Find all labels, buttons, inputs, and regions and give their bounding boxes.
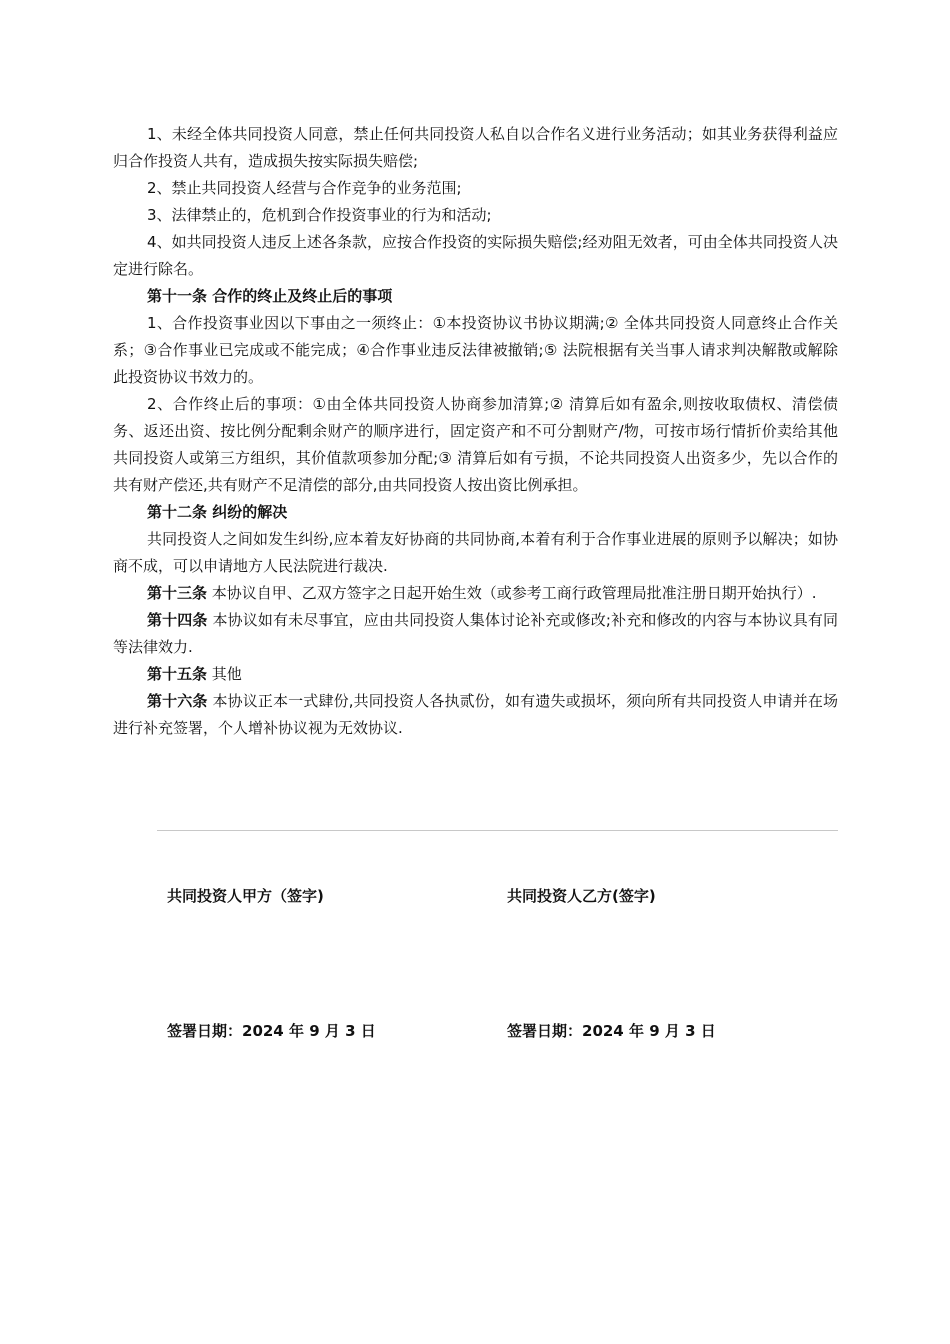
clause-10-item-2: 2、禁止共同投资人经营与合作竞争的业务范围; — [147, 179, 462, 197]
article-16-label: 第十六条 — [147, 692, 208, 710]
article-14-text: 本协议如有未尽事宜，应由共同投资人集体讨论补充或修改;补充和修改的内容与本协议具有同等法律效力. — [113, 611, 838, 656]
clause-10-item-4: 4、如共同投资人违反上述各条款，应按合作投资的实际损失赔偿;经劝阻无效者，可由全体共同投资人决定进行除名。 — [113, 233, 838, 278]
article-12-heading: 第十二条 纠纷的解决 — [147, 503, 288, 521]
article-13-label: 第十三条 — [147, 584, 208, 602]
party-b-sign-date: 签署日期：2024 年 9 月 3 日 — [507, 1022, 716, 1040]
party-b-signature-label: 共同投资人乙方(签字) — [507, 887, 656, 905]
party-a-signature-label: 共同投资人甲方（签字) — [167, 887, 324, 905]
article-11-heading: 第十一条 合作的终止及终止后的事项 — [147, 287, 393, 305]
party-a-sign-date: 签署日期：2024 年 9 月 3 日 — [167, 1022, 376, 1040]
article-12-text: 共同投资人之间如发生纠纷,应本着友好协商的共同协商,本着有利于合作事业进展的原则予以解决；如协商不成，可以申请地方人民法院进行裁决. — [113, 530, 838, 575]
article-11-item-2: 2、合作终止后的事项：①由全体共同投资人协商参加清算;② 清算后如有盈余,则按收取债权、清偿债务、返还出资、按比例分配剩余财产的顺序进行，固定资产和不可分割财产/物，可按市场行情折价卖给其他共同投资人或第三方组织，其价值款项参加分配;③ 清算后如有亏损，不论共同投资人出资多少，先以合作的共有财产偿还,共有财产不足清偿的部分,由共同投资人按出资比例承担。 — [113, 395, 838, 494]
article-13-text: 本协议自甲、乙双方签字之日起开始生效（或参考工商行政管理局批准注册日期开始执行）. — [207, 584, 817, 602]
article-14 — [113, 607, 838, 661]
clause-10-item-3: 3、法律禁止的，危机到合作投资事业的行为和活动; — [147, 206, 492, 224]
article-13 — [113, 580, 838, 607]
article-15-text: 其他 — [207, 665, 242, 683]
article-15-label: 第十五条 — [147, 665, 208, 683]
agreement-body — [113, 121, 838, 742]
article-11-item-1: 1、合作投资事业因以下事由之一须终止：①本投资协议书协议期满;② 全体共同投资人同意终止合作关系；③合作事业已完成或不能完成；④合作事业违反法律被撤销;⑤ 法院根据有关当事人请求判决解散或解除此投资协议书效力的。 — [113, 314, 838, 386]
clause-10-item-1: 1、未经全体共同投资人同意，禁止任何共同投资人私自以合作名义进行业务活动；如其业务获得利益应归合作投资人共有，造成损失按实际损失赔偿; — [113, 125, 838, 170]
article-14-label: 第十四条 — [147, 611, 208, 629]
article-15 — [113, 661, 838, 688]
section-divider — [157, 830, 838, 831]
article-16 — [113, 688, 838, 742]
article-16-text: 本协议正本一式肆份,共同投资人各执贰份，如有遗失或损坏，须向所有共同投资人申请并在场进行补充签署，个人增补协议视为无效协议. — [113, 692, 838, 737]
